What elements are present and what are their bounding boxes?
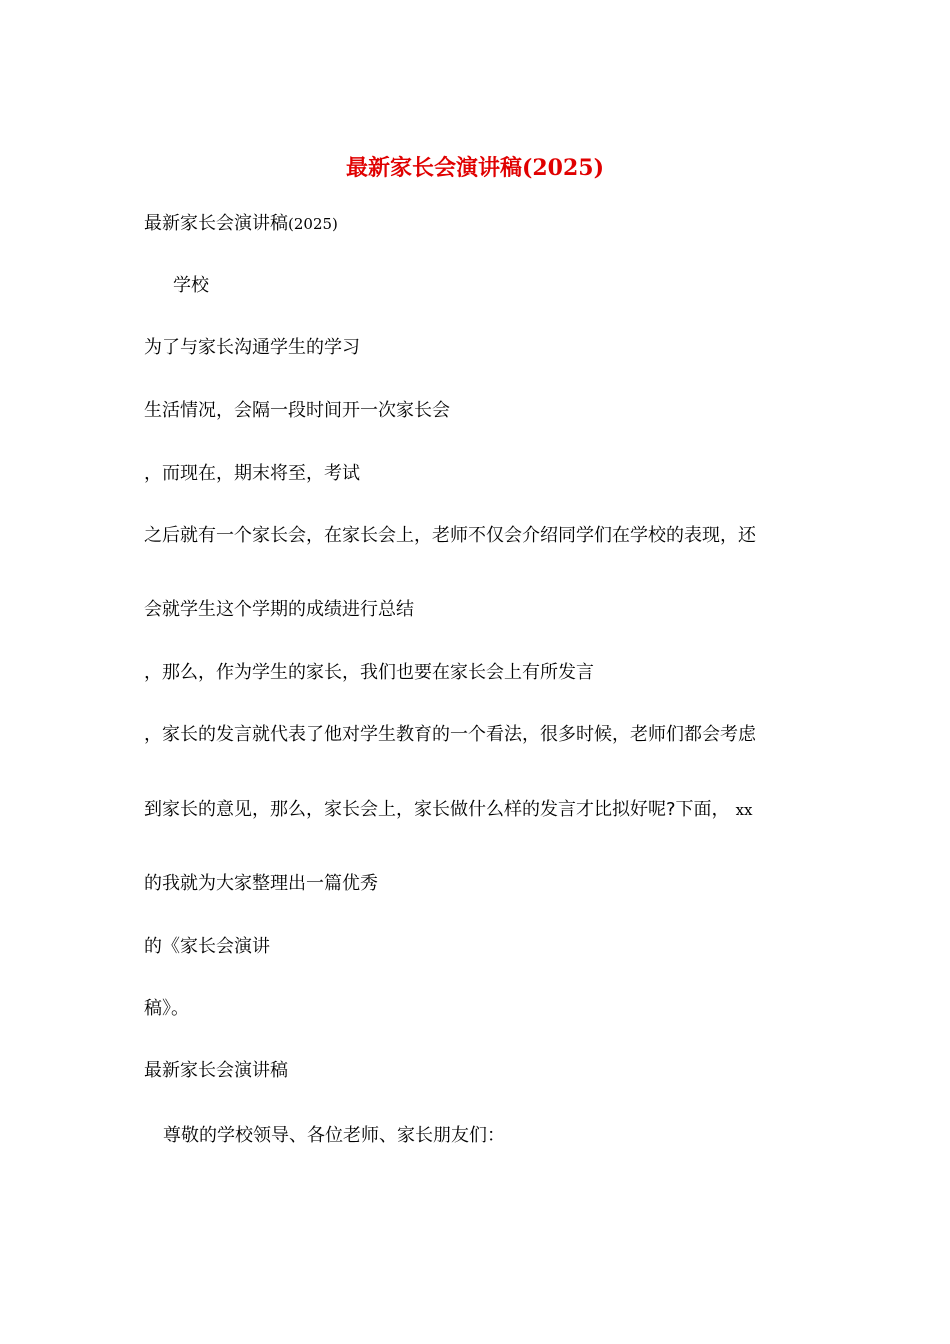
line-suffix: (2025) [288, 215, 338, 233]
document-title: 最新家长会演讲稿(2025) [345, 155, 605, 181]
paragraph-line: 之后就有一个家长会，在家长会上，老师不仅会介绍同学们在学校的表现，还 [144, 525, 756, 546]
paragraph-line [144, 797, 752, 823]
paragraph-line: 学校 [173, 275, 209, 296]
line-text: 到家长的意见，那么，家长会上，家长做什么样的发言才比拟好呢?下面， [144, 799, 730, 820]
paragraph-line: ，那么，作为学生的家长，我们也要在家长会上有所发言 [144, 662, 594, 683]
salutation-line: 尊敬的学校领导、各位老师、家长朋友们： [163, 1125, 505, 1146]
document-subtitle-line [144, 211, 338, 237]
paragraph-line: ，而现在，期末将至，考试 [144, 463, 360, 484]
paragraph-line: 的《家长会演讲 [144, 936, 270, 957]
line-suffix: xx [735, 801, 753, 819]
paragraph-line: 的我就为大家整理出一篇优秀 [144, 873, 378, 894]
paragraph-line: 稿》。 [144, 998, 189, 1019]
paragraph-line: 为了与家长沟通学生的学习 [144, 337, 360, 358]
section-heading: 最新家长会演讲稿 [144, 1060, 288, 1081]
paragraph-line: 会就学生这个学期的成绩进行总结 [144, 599, 414, 620]
line-text: 最新家长会演讲稿 [144, 213, 288, 234]
paragraph-line: 生活情况，会隔一段时间开一次家长会 [144, 400, 450, 421]
paragraph-line: ，家长的发言就代表了他对学生教育的一个看法，很多时候，老师们都会考虑 [144, 724, 756, 745]
